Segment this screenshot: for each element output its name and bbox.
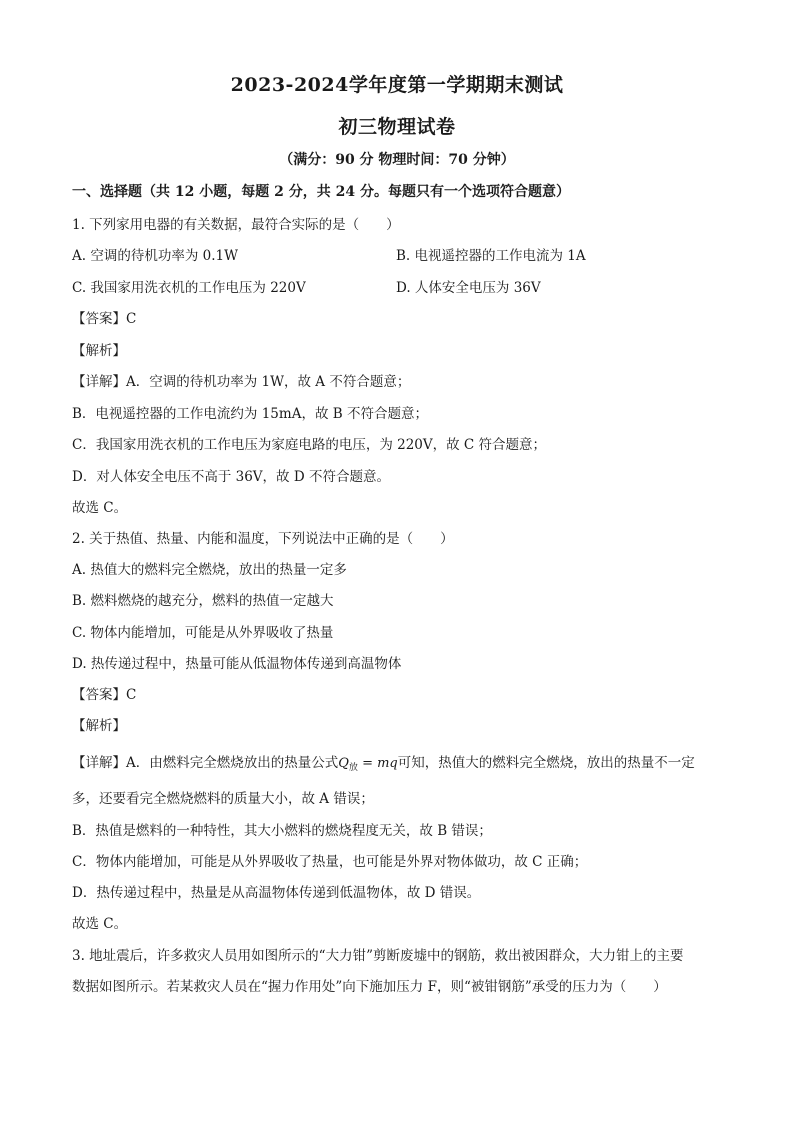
exam-title: 2023-2024学年度第一学期期末测试 [230,74,564,96]
formula-q: Q [338,756,349,771]
q1-answer: 【答案】C [72,311,137,327]
q1-option-c: C. 我国家用洗衣机的工作电压为 220V [72,280,306,296]
q1-analysis: 【解析】 [72,343,126,359]
q1-detail-a: 【详解】A．空调的待机功率为 1W，故 A 不符合题意； [72,374,411,390]
q3-stem-line2: 数据如图所示。若某救灾人员在“握力作用处”向下施加压力 F，则“被钳钢筋”承受的压力为（ ） [72,979,667,995]
q2-option-b: B. 燃料燃烧的越充分，燃料的热值一定越大 [72,593,334,609]
q2-detail-d: D．热传递过程中，热量是从高温物体传递到低温物体，故 D 错误。 [72,885,481,901]
q2-answer: 【答案】C [72,687,137,703]
exam-meta: （满分：90 分 物理时间：70 分钟） [279,152,515,168]
q1-detail-c: C．我国家用洗衣机的工作电压为家庭电路的电压，为 220V，故 C 符合题意； [72,437,547,453]
q2-detail-a [72,751,695,773]
q2-option-a: A. 热值大的燃料完全燃烧，放出的热量一定多 [72,562,347,578]
q2-detail-a-cont: 多，还要看完全燃烧燃料的质量大小，故 A 错误； [72,791,374,807]
q2-option-c: C. 物体内能增加，可能是从外界吸收了热量 [72,625,334,641]
q3-stem-line1: 3. 地址震后，许多救灾人员用如图所示的“大力钳”剪断废墟中的钢筋，救出被困群众，大力钳上的主要 [72,948,684,964]
exam-subtitle: 初三物理试卷 [338,116,456,138]
q2-analysis: 【解析】 [72,718,126,734]
q2-conclusion: 故选 C。 [72,916,128,932]
q1-option-b: B. 电视遥控器的工作电流为 1A [396,248,586,264]
formula-subscript: 放 [348,763,358,773]
q1-option-d: D. 人体安全电压为 36V [396,280,541,296]
q2-detail-a-pre: 【详解】A．由燃料完全燃烧放出的热量公式 [72,755,339,771]
q1-option-a: A. 空调的待机功率为 0.1W [72,248,238,264]
q2-option-d: D. 热传递过程中，热量可能从低温物体传递到高温物体 [72,656,402,672]
q2-detail-c: C．物体内能增加，可能是从外界吸收了热量，也可能是外界对物体做功，故 C 正确； [72,854,588,870]
q2-detail-a-post: 可知，热值大的燃料完全燃烧，放出的热量不一定 [397,755,695,771]
q2-stem: 2. 关于热值、热量、内能和温度，下列说法中正确的是（ ） [72,531,454,547]
q1-detail-d: D．对人体安全电压不高于 36V，故 D 不符合题意。 [72,469,390,485]
q1-stem: 1. 下列家用电器的有关数据，最符合实际的是（ ） [72,217,400,233]
q1-conclusion: 故选 C。 [72,500,128,516]
q2-detail-b: B．热值是燃料的一种特性，其大小燃料的燃烧程度无关，故 B 错误； [72,823,492,839]
heat-formula [338,756,398,771]
formula-rest: = mq [357,756,398,771]
section-heading: 一、选择题（共 12 小题，每题 2 分，共 24 分。每题只有一个选项符合题意） [72,184,570,200]
q1-detail-b: B．电视遥控器的工作电流约为 15mA，故 B 不符合题意； [72,406,428,422]
